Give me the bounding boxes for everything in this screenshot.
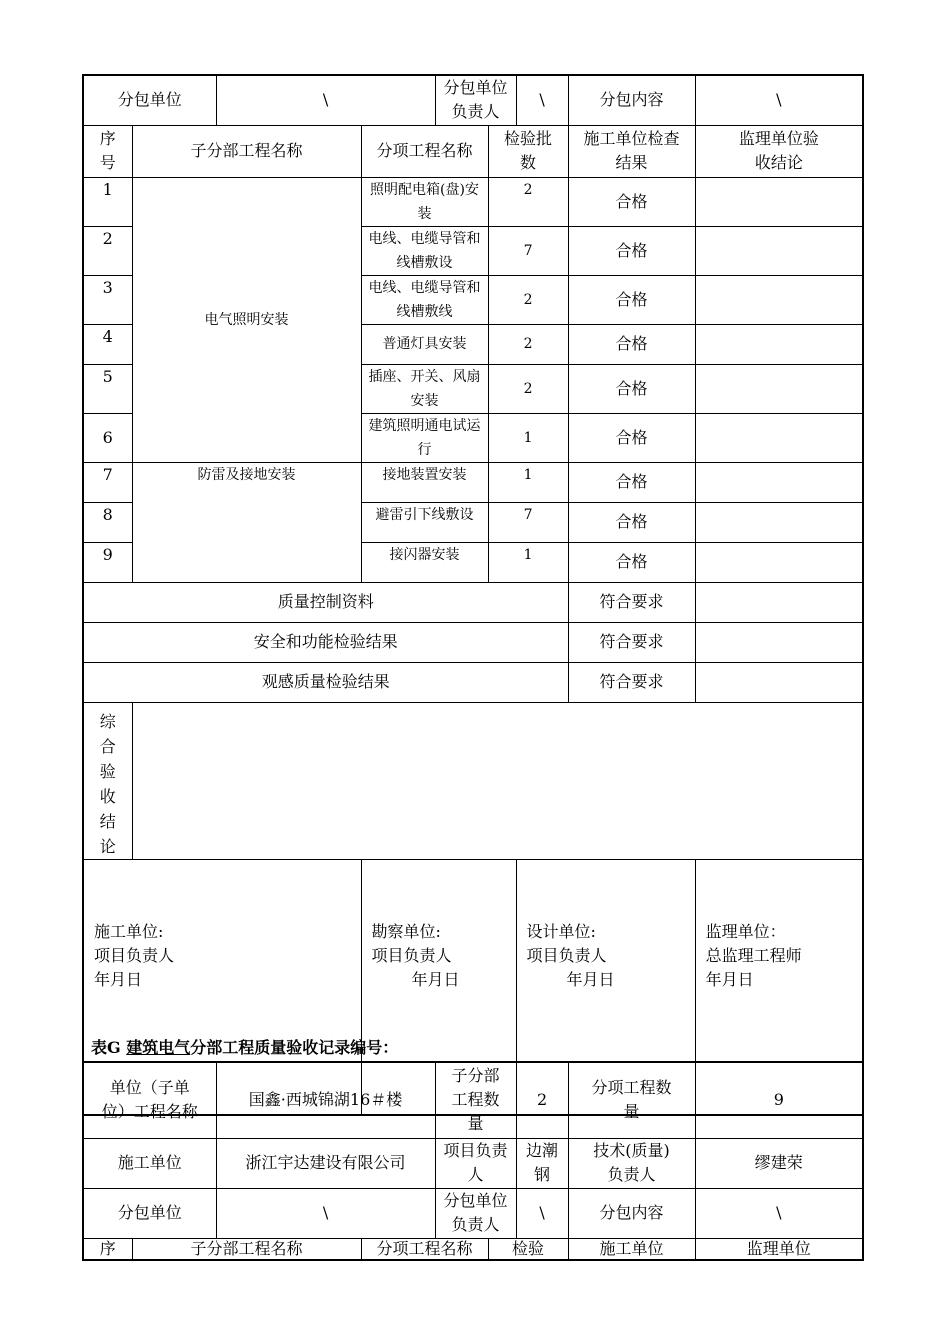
tech-label: 技术(质量)负责人 xyxy=(568,1138,695,1188)
summary-conclusion xyxy=(695,622,863,662)
acceptance-table-top xyxy=(82,74,864,1116)
signature-date-label: 年月日 xyxy=(94,969,143,989)
summary-label: 安全和功能检验结果 xyxy=(83,622,568,662)
sub-content-value: \ xyxy=(695,75,863,125)
summary-label: 质量控制资料 xyxy=(83,582,568,622)
sub-content-value: \ xyxy=(695,1188,863,1238)
row-seq: 1 xyxy=(83,177,132,226)
row-batches: 1 xyxy=(488,413,568,462)
row-conclusion xyxy=(695,542,863,582)
sub-content-label: 分包内容 xyxy=(568,1188,695,1238)
caption-suffix: 分部工程质量验收记录编号： xyxy=(190,1038,399,1057)
row-item: 照明配电箱(盘)安装 xyxy=(361,177,488,226)
signature-person-label: 项目负责人 xyxy=(371,945,452,965)
row-seq: 6 xyxy=(83,413,132,462)
row-result: 合格 xyxy=(568,324,695,364)
row-conclusion xyxy=(695,502,863,542)
row-conclusion xyxy=(695,324,863,364)
row-conclusion xyxy=(695,275,863,324)
row-conclusion xyxy=(695,462,863,502)
subdiv-count-value: 2 xyxy=(516,1062,568,1138)
row-result: 合格 xyxy=(568,364,695,413)
header-batches: 检验批数 xyxy=(488,125,568,177)
row-item: 插座、开关、风扇安装 xyxy=(361,364,488,413)
sub-content-label: 分包内容 xyxy=(568,75,695,125)
item-count-label: 分项工程数量 xyxy=(568,1062,695,1138)
header-batches: 检验 xyxy=(488,1238,568,1260)
overall-conclusion-content xyxy=(132,702,863,859)
signature-unit-label: 勘察单位: xyxy=(371,921,441,941)
row-result: 合格 xyxy=(568,502,695,542)
unit-label: 单位（子单位）工程名称 xyxy=(83,1062,216,1138)
row-conclusion xyxy=(695,226,863,275)
sub-lead-label: 分包单位负责人 xyxy=(435,1188,516,1238)
row-item: 接闪器安装 xyxy=(361,542,488,582)
item-count-value: 9 xyxy=(695,1062,863,1138)
sub-unit-value: \ xyxy=(216,75,435,125)
row-batches: 2 xyxy=(488,177,568,226)
table-row xyxy=(83,462,863,502)
signature-unit-label: 施工单位: xyxy=(94,921,164,941)
row-batches: 2 xyxy=(488,275,568,324)
row-seq: 7 xyxy=(83,462,132,502)
form-caption xyxy=(91,1037,398,1059)
row-batches: 7 xyxy=(488,226,568,275)
header-sub-division: 子分部工程名称 xyxy=(132,125,361,177)
row-item: 接地装置安装 xyxy=(361,462,488,502)
overall-conclusion-label: 综合验收结论 xyxy=(99,711,116,856)
summary-row xyxy=(83,622,863,662)
row-batches: 7 xyxy=(488,502,568,542)
row-item: 电线、电缆导管和线槽敷线 xyxy=(361,275,488,324)
header-seq: 序号 xyxy=(83,125,132,177)
row-conclusion xyxy=(695,413,863,462)
header-sub-division: 子分部工程名称 xyxy=(132,1238,361,1260)
summary-value: 符合要求 xyxy=(568,582,695,622)
row-batches: 1 xyxy=(488,462,568,502)
summary-conclusion xyxy=(695,662,863,702)
row-batches: 2 xyxy=(488,324,568,364)
constructor-label: 施工单位 xyxy=(83,1138,216,1188)
header-supervisor-conclusion: 监理单位 xyxy=(695,1238,863,1260)
sub-lead-value: \ xyxy=(516,75,568,125)
sub-lead-value: \ xyxy=(516,1188,568,1238)
constructor-value: 浙江宇达建设有限公司 xyxy=(216,1138,435,1188)
table-row xyxy=(83,177,863,226)
signature-date-label: 年月日 xyxy=(411,969,460,989)
header-item: 分项工程名称 xyxy=(361,1238,488,1260)
caption-prefix: 表G xyxy=(91,1038,127,1057)
row-seq: 2 xyxy=(83,226,132,275)
tech-value: 缪建荣 xyxy=(695,1138,863,1188)
row-result: 合格 xyxy=(568,542,695,582)
sub-lead-label: 分包单位负责人 xyxy=(435,75,516,125)
row-seq: 5 xyxy=(83,364,132,413)
summary-value: 符合要求 xyxy=(568,662,695,702)
group-grounding: 防雷及接地安装 xyxy=(132,462,361,582)
summary-value: 符合要求 xyxy=(568,622,695,662)
sub-unit-label: 分包单位 xyxy=(83,1188,216,1238)
header-seq: 序 xyxy=(83,1238,132,1260)
row-seq: 4 xyxy=(83,324,132,364)
row-result: 合格 xyxy=(568,275,695,324)
summary-conclusion xyxy=(695,582,863,622)
header-constructor-result: 施工单位检查结果 xyxy=(568,125,695,177)
pm-label: 项目负责人 xyxy=(435,1138,516,1188)
unit-value: 国鑫·西城锦湖16＃楼 xyxy=(216,1062,435,1138)
row-seq: 9 xyxy=(83,542,132,582)
signature-unit-label: 设计单位: xyxy=(526,921,596,941)
row-result: 合格 xyxy=(568,462,695,502)
subdiv-count-label: 子分部工程数量 xyxy=(435,1062,516,1138)
signature-person-label: 项目负责人 xyxy=(526,945,607,965)
signature-date-label: 年月日 xyxy=(705,969,754,989)
sub-unit-label: 分包单位 xyxy=(83,75,216,125)
pm-value: 边潮钢 xyxy=(516,1138,568,1188)
row-item: 普通灯具安装 xyxy=(361,324,488,364)
row-result: 合格 xyxy=(568,413,695,462)
row-result: 合格 xyxy=(568,226,695,275)
sub-unit-value: \ xyxy=(216,1188,435,1238)
row-batches: 2 xyxy=(488,364,568,413)
summary-row xyxy=(83,582,863,622)
signature-date-label: 年月日 xyxy=(566,969,615,989)
row-item: 建筑照明通电试运行 xyxy=(361,413,488,462)
signature-person-label: 项目负责人 xyxy=(94,945,175,965)
header-item: 分项工程名称 xyxy=(361,125,488,177)
overall-conclusion-label-cell xyxy=(83,702,132,859)
caption-title: 建筑电气 xyxy=(126,1038,191,1057)
row-seq: 8 xyxy=(83,502,132,542)
summary-row xyxy=(83,662,863,702)
signature-unit-label: 监理单位： xyxy=(705,921,786,941)
row-conclusion xyxy=(695,364,863,413)
acceptance-table-bottom xyxy=(82,1061,864,1261)
row-seq: 3 xyxy=(83,275,132,324)
group-lighting: 电气照明安装 xyxy=(132,177,361,462)
summary-label: 观感质量检验结果 xyxy=(83,662,568,702)
header-constructor-result: 施工单位 xyxy=(568,1238,695,1260)
row-conclusion xyxy=(695,177,863,226)
header-supervisor-conclusion: 监理单位验收结论 xyxy=(695,125,863,177)
row-item: 电线、电缆导管和线槽敷设 xyxy=(361,226,488,275)
row-item: 避雷引下线敷设 xyxy=(361,502,488,542)
signature-person-label: 总监理工程师 xyxy=(705,945,802,965)
row-result: 合格 xyxy=(568,177,695,226)
row-batches: 1 xyxy=(488,542,568,582)
